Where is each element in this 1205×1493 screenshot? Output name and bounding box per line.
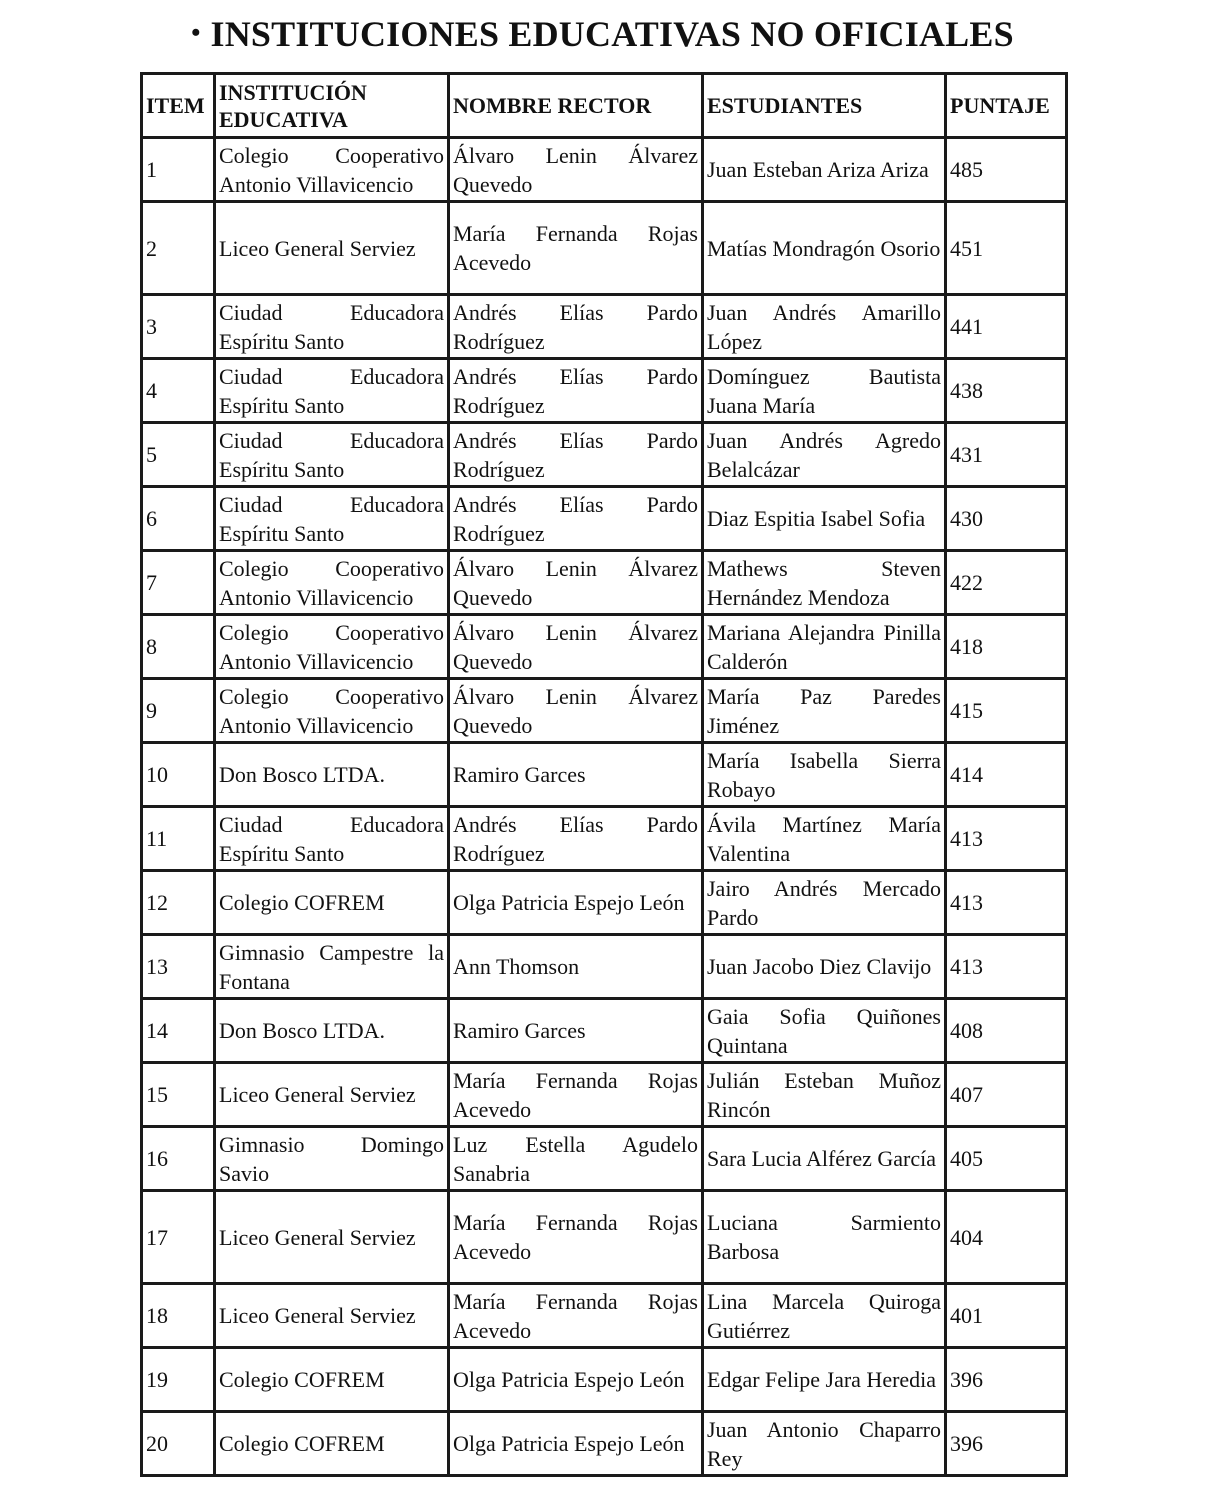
- table-row: [142, 551, 1067, 615]
- table-row: [142, 1412, 1067, 1476]
- table-row: [142, 871, 1067, 935]
- cell-score: 396: [946, 1412, 1067, 1476]
- cell-item: 14: [142, 999, 215, 1063]
- table-row: [142, 1191, 1067, 1284]
- cell-institution: Ciudad Educadora Espíritu Santo: [215, 807, 449, 871]
- cell-student: Domínguez Bautista Juana María: [703, 359, 946, 423]
- cell-item: 4: [142, 359, 215, 423]
- cell-rector: María Fernanda Rojas Acevedo: [449, 202, 703, 295]
- cell-item: 2: [142, 202, 215, 295]
- cell-rector: Andrés Elías Pardo Rodríguez: [449, 359, 703, 423]
- header-item: ITEM: [142, 74, 215, 138]
- cell-item: 1: [142, 138, 215, 202]
- cell-student: Diaz Espitia Isabel Sofia: [703, 487, 946, 551]
- cell-item: 6: [142, 487, 215, 551]
- cell-institution: Ciudad Educadora Espíritu Santo: [215, 359, 449, 423]
- cell-rector: Andrés Elías Pardo Rodríguez: [449, 423, 703, 487]
- table-row: [142, 295, 1067, 359]
- cell-rector: Luz Estella Agudelo Sanabria: [449, 1127, 703, 1191]
- cell-score: 415: [946, 679, 1067, 743]
- table-row: [142, 679, 1067, 743]
- cell-student: Matías Mondragón Osorio: [703, 202, 946, 295]
- cell-institution: Gimnasio Campestre la Fontana: [215, 935, 449, 999]
- cell-item: 9: [142, 679, 215, 743]
- cell-institution: Colegio Cooperativo Antonio Villavicencio: [215, 138, 449, 202]
- cell-rector: Álvaro Lenin Álvarez Quevedo: [449, 138, 703, 202]
- cell-rector: Ramiro Garces: [449, 999, 703, 1063]
- cell-institution: Ciudad Educadora Espíritu Santo: [215, 295, 449, 359]
- cell-student: Mariana Alejandra Pinilla Calderón: [703, 615, 946, 679]
- cell-rector: Ann Thomson: [449, 935, 703, 999]
- cell-institution: Colegio COFREM: [215, 871, 449, 935]
- cell-institution: Colegio Cooperativo Antonio Villavicencio: [215, 551, 449, 615]
- cell-item: 3: [142, 295, 215, 359]
- cell-institution: Ciudad Educadora Espíritu Santo: [215, 487, 449, 551]
- table-row: [142, 423, 1067, 487]
- title-text: INSTITUCIONES EDUCATIVAS NO OFICIALES: [210, 14, 1014, 54]
- cell-institution: Colegio Cooperativo Antonio Villavicencio: [215, 679, 449, 743]
- cell-item: 17: [142, 1191, 215, 1284]
- cell-institution: Colegio COFREM: [215, 1412, 449, 1476]
- table-row: [142, 1127, 1067, 1191]
- cell-student: Jairo Andrés Mercado Pardo: [703, 871, 946, 935]
- cell-student: Juan Andrés Amarillo López: [703, 295, 946, 359]
- cell-institution: Gimnasio Domingo Savio: [215, 1127, 449, 1191]
- cell-rector: Olga Patricia Espejo León: [449, 871, 703, 935]
- cell-rector: Andrés Elías Pardo Rodríguez: [449, 295, 703, 359]
- cell-item: 5: [142, 423, 215, 487]
- cell-student: Ávila Martínez María Valentina: [703, 807, 946, 871]
- cell-score: 408: [946, 999, 1067, 1063]
- cell-student: María Paz Paredes Jiménez: [703, 679, 946, 743]
- cell-student: Juan Esteban Ariza Ariza: [703, 138, 946, 202]
- cell-item: 20: [142, 1412, 215, 1476]
- cell-institution: Colegio COFREM: [215, 1348, 449, 1412]
- cell-score: 396: [946, 1348, 1067, 1412]
- cell-student: Sara Lucia Alférez García: [703, 1127, 946, 1191]
- cell-rector: María Fernanda Rojas Acevedo: [449, 1191, 703, 1284]
- cell-student: Juan Andrés Agredo Belalcázar: [703, 423, 946, 487]
- table-row: [142, 807, 1067, 871]
- cell-item: 10: [142, 743, 215, 807]
- cell-item: 12: [142, 871, 215, 935]
- table-row: [142, 999, 1067, 1063]
- cell-rector: Olga Patricia Espejo León: [449, 1412, 703, 1476]
- table-row: [142, 487, 1067, 551]
- table-row: [142, 743, 1067, 807]
- cell-score: 404: [946, 1191, 1067, 1284]
- cell-score: 451: [946, 202, 1067, 295]
- cell-student: Juan Jacobo Diez Clavijo: [703, 935, 946, 999]
- cell-item: 19: [142, 1348, 215, 1412]
- cell-rector: María Fernanda Rojas Acevedo: [449, 1063, 703, 1127]
- cell-student: Luciana Sarmiento Barbosa: [703, 1191, 946, 1284]
- cell-score: 405: [946, 1127, 1067, 1191]
- header-institution: INSTITUCIÓN EDUCATIVA: [215, 74, 449, 138]
- cell-score: 407: [946, 1063, 1067, 1127]
- cell-institution: Liceo General Serviez: [215, 1191, 449, 1284]
- cell-rector: Ramiro Garces: [449, 743, 703, 807]
- table-row: [142, 935, 1067, 999]
- cell-score: 413: [946, 871, 1067, 935]
- cell-student: Lina Marcela Quiroga Gutiérrez: [703, 1284, 946, 1348]
- cell-institution: Liceo General Serviez: [215, 202, 449, 295]
- header-rector: NOMBRE RECTOR: [449, 74, 703, 138]
- cell-score: 418: [946, 615, 1067, 679]
- cell-institution: Colegio Cooperativo Antonio Villavicencio: [215, 615, 449, 679]
- cell-institution: Liceo General Serviez: [215, 1063, 449, 1127]
- cell-score: 438: [946, 359, 1067, 423]
- cell-score: 431: [946, 423, 1067, 487]
- cell-rector: Andrés Elías Pardo Rodríguez: [449, 487, 703, 551]
- cell-item: 8: [142, 615, 215, 679]
- cell-score: 430: [946, 487, 1067, 551]
- table-row: [142, 202, 1067, 295]
- cell-rector: María Fernanda Rojas Acevedo: [449, 1284, 703, 1348]
- cell-rector: Álvaro Lenin Álvarez Quevedo: [449, 551, 703, 615]
- cell-item: 13: [142, 935, 215, 999]
- page-title: [0, 10, 1205, 57]
- cell-institution: Ciudad Educadora Espíritu Santo: [215, 423, 449, 487]
- cell-item: 16: [142, 1127, 215, 1191]
- cell-rector: Andrés Elías Pardo Rodríguez: [449, 807, 703, 871]
- cell-score: 413: [946, 807, 1067, 871]
- cell-item: 11: [142, 807, 215, 871]
- cell-rector: Olga Patricia Espejo León: [449, 1348, 703, 1412]
- header-row: [142, 74, 1067, 138]
- header-score: PUNTAJE: [946, 74, 1067, 138]
- cell-rector: Álvaro Lenin Álvarez Quevedo: [449, 615, 703, 679]
- table-row: [142, 1348, 1067, 1412]
- cell-student: Julián Esteban Muñoz Rincón: [703, 1063, 946, 1127]
- cell-rector: Álvaro Lenin Álvarez Quevedo: [449, 679, 703, 743]
- cell-item: 7: [142, 551, 215, 615]
- header-students: ESTUDIANTES: [703, 74, 946, 138]
- cell-student: Mathews Steven Hernández Mendoza: [703, 551, 946, 615]
- cell-score: 413: [946, 935, 1067, 999]
- cell-score: 414: [946, 743, 1067, 807]
- title-bullet: •: [191, 18, 201, 47]
- table-row: [142, 138, 1067, 202]
- table-row: [142, 1063, 1067, 1127]
- cell-student: Gaia Sofia Quiñones Quintana: [703, 999, 946, 1063]
- cell-item: 18: [142, 1284, 215, 1348]
- cell-institution: Don Bosco LTDA.: [215, 743, 449, 807]
- table-row: [142, 359, 1067, 423]
- cell-institution: Liceo General Serviez: [215, 1284, 449, 1348]
- cell-item: 15: [142, 1063, 215, 1127]
- cell-score: 485: [946, 138, 1067, 202]
- cell-student: María Isabella Sierra Robayo: [703, 743, 946, 807]
- table-body: [142, 138, 1067, 1476]
- cell-student: Juan Antonio Chaparro Rey: [703, 1412, 946, 1476]
- cell-student: Edgar Felipe Jara Heredia: [703, 1348, 946, 1412]
- cell-score: 401: [946, 1284, 1067, 1348]
- table-row: [142, 615, 1067, 679]
- results-table: [140, 72, 1068, 1477]
- table-row: [142, 1284, 1067, 1348]
- cell-score: 422: [946, 551, 1067, 615]
- cell-score: 441: [946, 295, 1067, 359]
- cell-institution: Don Bosco LTDA.: [215, 999, 449, 1063]
